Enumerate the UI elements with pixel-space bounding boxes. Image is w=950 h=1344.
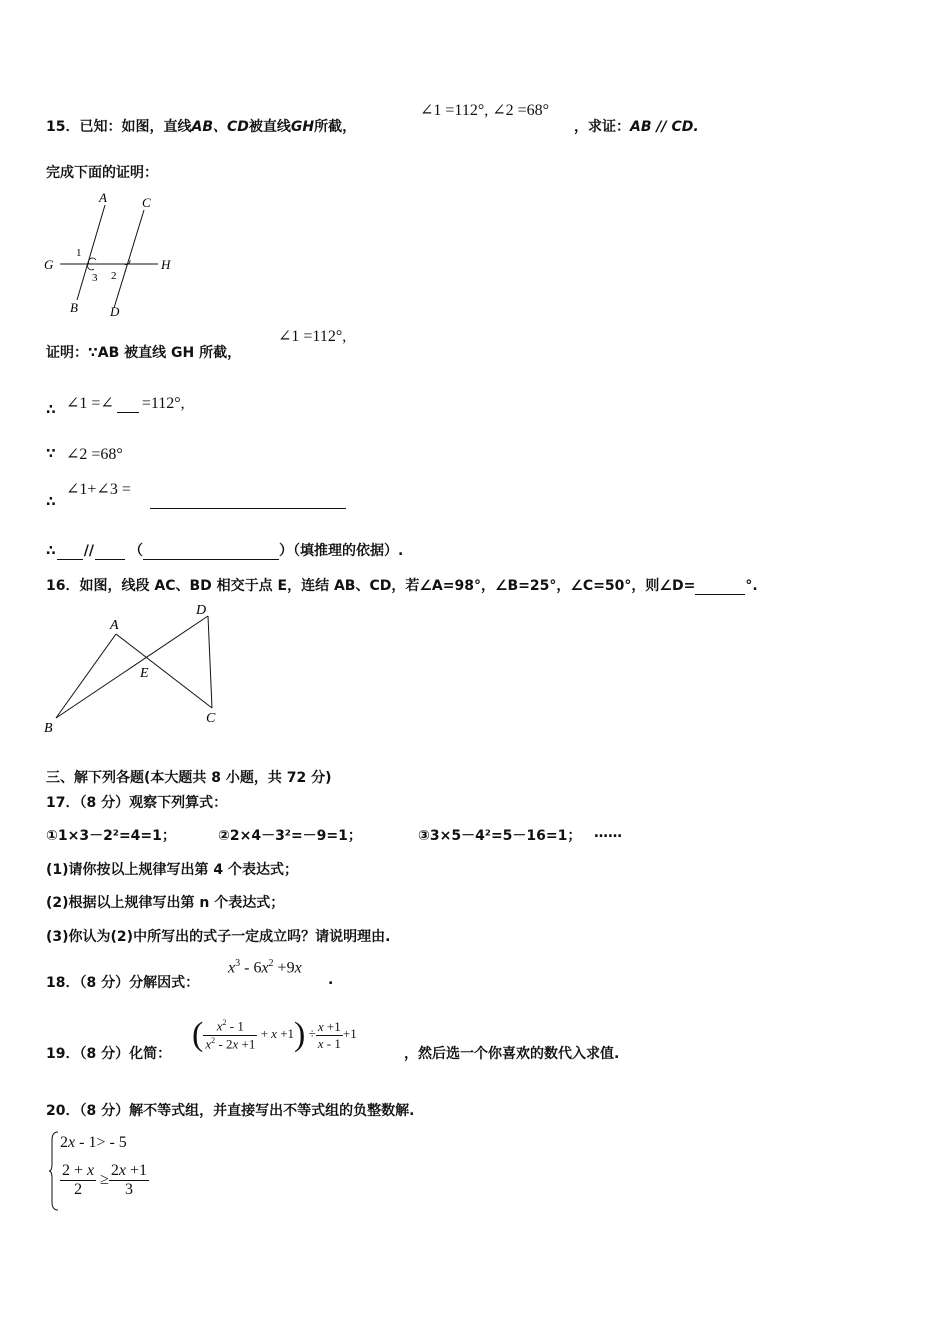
- q18-end: .: [328, 972, 334, 988]
- angle-arc-3: [88, 264, 94, 270]
- q15-lines: AB、CD: [191, 119, 249, 135]
- therefore-1: ∴: [46, 402, 56, 418]
- seg-ab: [56, 634, 116, 718]
- blank-angle[interactable]: [117, 386, 139, 413]
- label-d: D: [110, 304, 120, 319]
- q15-stem: [46, 116, 356, 136]
- q16-figure: [40, 598, 230, 738]
- q19-tail: ，然后选一个你喜欢的数代入求值.: [404, 1046, 620, 1062]
- brace-icon: [48, 1130, 60, 1212]
- q15-given-math: ∠1 =112°, ∠2 =68°: [420, 102, 550, 119]
- label-a: A: [110, 618, 119, 633]
- q15-proof-line2-a: ∠1 =∠: [66, 395, 114, 412]
- label-angle-1: 1: [76, 247, 82, 259]
- q15-stem-after: 所截，: [314, 119, 357, 135]
- section3-heading: 三、解下列各题(本大题共 8 小题，共 72 分): [46, 770, 332, 786]
- q15-proof-line1-math: ∠1 =112°,: [278, 328, 347, 345]
- q15-proof-line2-math: [66, 386, 185, 413]
- q15-stem-mid: 被直线: [248, 119, 291, 135]
- q15-prove: [574, 116, 699, 136]
- q15-figure: [40, 190, 190, 320]
- blank-line-1[interactable]: [57, 545, 83, 560]
- label-b: B: [44, 721, 53, 736]
- q15-proof-line1: 证明：∵AB 被直线 GH 所截，: [46, 345, 242, 361]
- q17-ellipsis: ……: [594, 825, 622, 841]
- q15-gh: GH: [290, 119, 315, 135]
- blank-angle-d[interactable]: [695, 580, 745, 595]
- because-1: ∵: [46, 446, 56, 462]
- q17-part2: (2)根据以上规律写出第 n 个表达式；: [46, 895, 285, 911]
- q16-stem-b: °.: [745, 578, 758, 594]
- blank-reason[interactable]: [143, 545, 279, 560]
- label-c: C: [206, 711, 216, 726]
- q17-eq1: ①1×3－2²=4=1；: [46, 828, 176, 844]
- q19-stem: 19．（8 分）化简：: [46, 1046, 172, 1062]
- therefore-3: ∴: [46, 543, 56, 559]
- q17-part1: (1)请你按以上规律写出第 4 个表达式；: [46, 862, 299, 878]
- q15-prove-label: ，求证：: [574, 119, 630, 135]
- label-b: B: [70, 300, 78, 315]
- q17-eq2: ②2×4－3²=－9=1；: [218, 828, 362, 844]
- q18-stem: 18．（8 分）分解因式：: [46, 975, 200, 991]
- q15-complete-label: 完成下面的证明：: [46, 165, 158, 181]
- q16-stem: [46, 575, 758, 595]
- label-a: A: [99, 190, 107, 205]
- paren-open: （: [128, 543, 143, 559]
- q20-inequality-1: 2x - 1> - 5: [60, 1134, 127, 1151]
- q19-expression: ( $\frac{x^2 - 1}{x^2 - 2x +1}$ + x +1) ÷ $\frac{x +1}{x - 1}$ +1: [192, 1016, 357, 1053]
- q20-stem: 20．（8 分）解不等式组，并直接写出不等式组的负整数解.: [46, 1103, 415, 1119]
- q15-prove-target: AB // CD.: [630, 119, 699, 135]
- q15-proof-line4-math: ∠1+∠3 =: [66, 481, 131, 498]
- q15-proof-line3-math: ∠2 =68°: [66, 446, 123, 463]
- q15-stem-prefix: 15．已知：如图，直线: [46, 119, 192, 135]
- seg-bd: [56, 616, 208, 718]
- parallel-sign: //: [83, 543, 94, 559]
- paren-close: ）: [278, 543, 293, 559]
- angle-arc-1: [88, 258, 96, 264]
- q17-part3: (3)你认为(2)中所写出的式子一定成立吗？请说明理由.: [46, 929, 391, 945]
- q20-inequality-2: $\frac{2 + x}{2}$ ≥ $\frac{2x +1}{3}$: [62, 1162, 148, 1198]
- q16-stem-a: 16．如图，线段 AC、BD 相交于点 E，连结 AB、CD，若∠A=98°，∠B=25°，∠C=50°，则∠D=: [46, 578, 696, 594]
- label-c: C: [142, 195, 151, 210]
- q17-stem: 17．（8 分）观察下列算式：: [46, 795, 228, 811]
- label-g: G: [44, 257, 54, 272]
- q15-proof-line2-b: =112°,: [141, 395, 185, 412]
- blank-line-2[interactable]: [95, 545, 125, 560]
- seg-cd: [208, 616, 212, 708]
- q15-note: （填推理的依据）.: [292, 543, 404, 559]
- label-e: E: [140, 666, 149, 681]
- label-h: H: [161, 257, 171, 272]
- q17-eq3: ③3×5－4²=5－16=1；: [418, 828, 582, 844]
- label-angle-3: 3: [92, 272, 98, 284]
- label-angle-2: 2: [111, 270, 117, 282]
- q18-expression: $x^3 - 6x^2 +9x$: [228, 958, 302, 977]
- label-d: D: [196, 603, 207, 618]
- blank-sum[interactable]: [150, 508, 346, 509]
- q15-proof-line5: [46, 540, 403, 560]
- therefore-2: ∴: [46, 494, 56, 510]
- line-cd: [114, 210, 144, 308]
